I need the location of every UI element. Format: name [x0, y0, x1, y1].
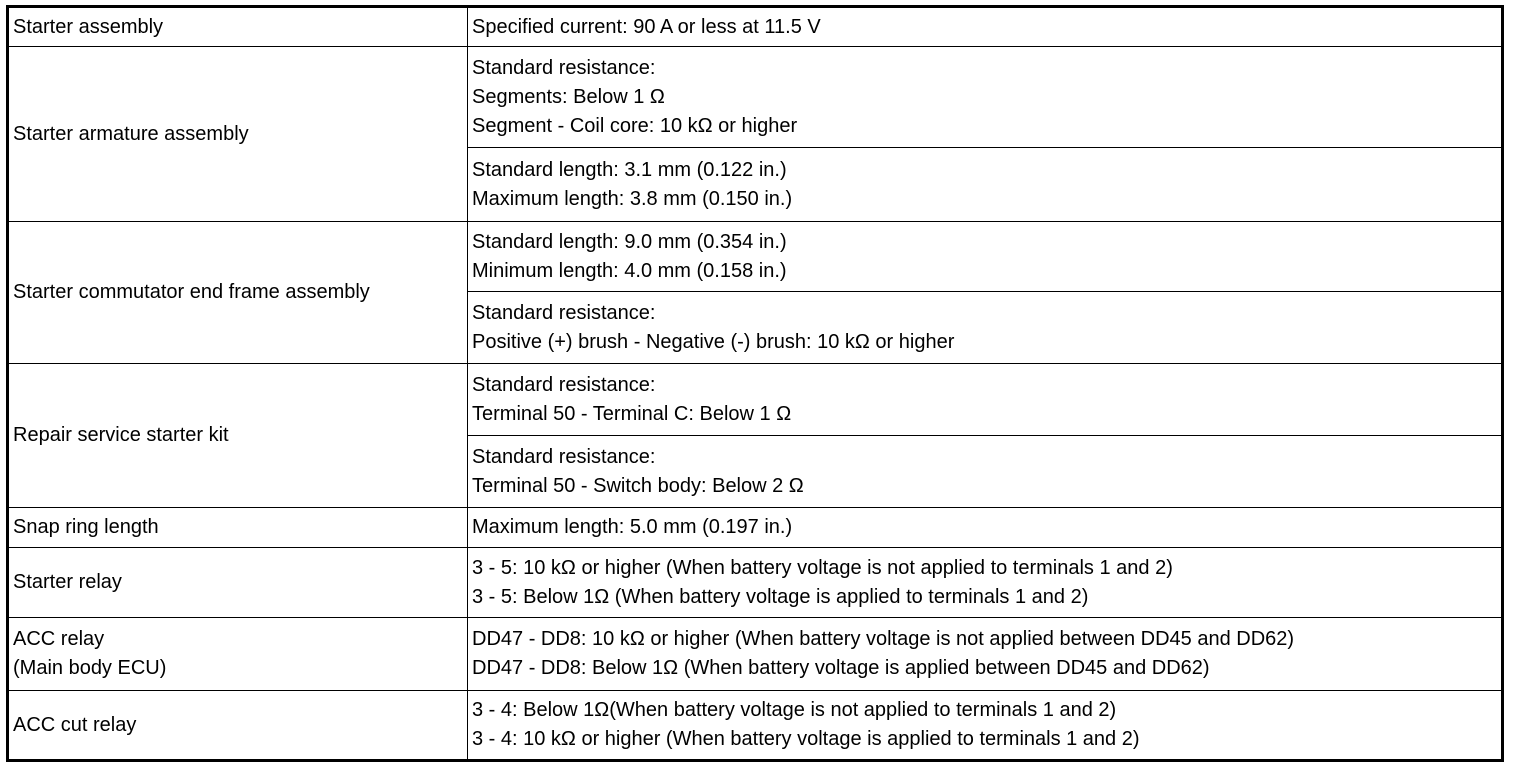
spec-line: Minimum length: 4.0 mm (0.158 in.)	[472, 259, 787, 282]
table-row	[8, 691, 1503, 761]
spec-line: Standard resistance:	[472, 445, 656, 468]
table-row	[8, 364, 1503, 436]
spec-line: Standard resistance:	[472, 373, 656, 396]
spec-cell	[468, 548, 1503, 618]
component-cell	[8, 618, 468, 691]
spec-line: Positive (+) brush - Negative (-) brush: 10 kΩ or higher	[472, 330, 955, 353]
component-label: Repair service starter kit	[13, 424, 229, 446]
spec-cell	[468, 292, 1503, 364]
component-label: Starter relay	[13, 571, 122, 593]
table-row	[8, 548, 1503, 618]
component-cell	[8, 691, 468, 761]
spec-line: Standard length: 9.0 mm (0.354 in.)	[472, 230, 787, 253]
component-sublabel: (Main body ECU)	[13, 657, 167, 679]
specification-table	[6, 5, 1504, 762]
spec-line: Segments: Below 1 Ω	[472, 85, 665, 108]
spec-line: Segment - Coil core: 10 kΩ or higher	[472, 114, 798, 137]
table-row	[8, 222, 1503, 292]
spec-cell	[468, 436, 1503, 508]
spec-line: 3 - 5: Below 1Ω (When battery voltage is applied to terminals 1 and 2)	[472, 585, 1089, 608]
spec-cell	[468, 618, 1503, 691]
table-row	[8, 47, 1503, 148]
component-cell	[8, 508, 468, 548]
spec-cell	[468, 7, 1503, 47]
spec-cell	[468, 47, 1503, 148]
spec-line: 3 - 4: Below 1Ω(When battery voltage is not applied to terminals 1 and 2)	[472, 699, 1117, 721]
component-cell	[8, 548, 468, 618]
spec-line: 3 - 5: 10 kΩ or higher (When battery voltage is not applied to terminals 1 and 2)	[472, 556, 1173, 579]
spec-cell	[468, 148, 1503, 222]
component-cell	[8, 222, 468, 364]
spec-line: Standard length: 3.1 mm (0.122 in.)	[472, 158, 787, 181]
spec-cell	[468, 222, 1503, 292]
spec-line: DD47 - DD8: 10 kΩ or higher (When battery voltage is not applied between DD45 and DD62)	[472, 628, 1295, 650]
spec-line: Maximum length: 3.8 mm (0.150 in.)	[472, 187, 793, 210]
table-row	[8, 7, 1503, 47]
component-cell	[8, 47, 468, 222]
spec-line: Standard resistance:	[472, 56, 656, 79]
table-row	[8, 618, 1503, 691]
spec-cell	[468, 691, 1503, 761]
component-label: Starter armature assembly	[13, 122, 249, 145]
spec-cell	[468, 364, 1503, 436]
spec-line: DD47 - DD8: Below 1Ω (When battery voltage is applied between DD45 and DD62)	[472, 657, 1210, 679]
component-label: Starter commutator end frame assembly	[13, 281, 370, 303]
component-cell	[8, 7, 468, 47]
spec-line: Terminal 50 - Switch body: Below 2 Ω	[472, 474, 804, 497]
spec-line: Maximum length: 5.0 mm (0.197 in.)	[472, 516, 793, 538]
component-label: ACC relay	[13, 628, 105, 650]
component-label: Starter assembly	[13, 15, 164, 38]
component-cell	[8, 364, 468, 508]
specification-table-body	[8, 7, 1503, 761]
spec-cell	[468, 508, 1503, 548]
spec-line: Specified current: 90 A or less at 11.5 V	[472, 15, 821, 38]
spec-line: Standard resistance:	[472, 301, 656, 324]
table-row	[8, 508, 1503, 548]
component-label: Snap ring length	[13, 516, 159, 538]
component-label: ACC cut relay	[13, 713, 137, 736]
spec-line: 3 - 4: 10 kΩ or higher (When battery voltage is applied to terminals 1 and 2)	[472, 728, 1140, 750]
spec-line: Terminal 50 - Terminal C: Below 1 Ω	[472, 402, 792, 425]
